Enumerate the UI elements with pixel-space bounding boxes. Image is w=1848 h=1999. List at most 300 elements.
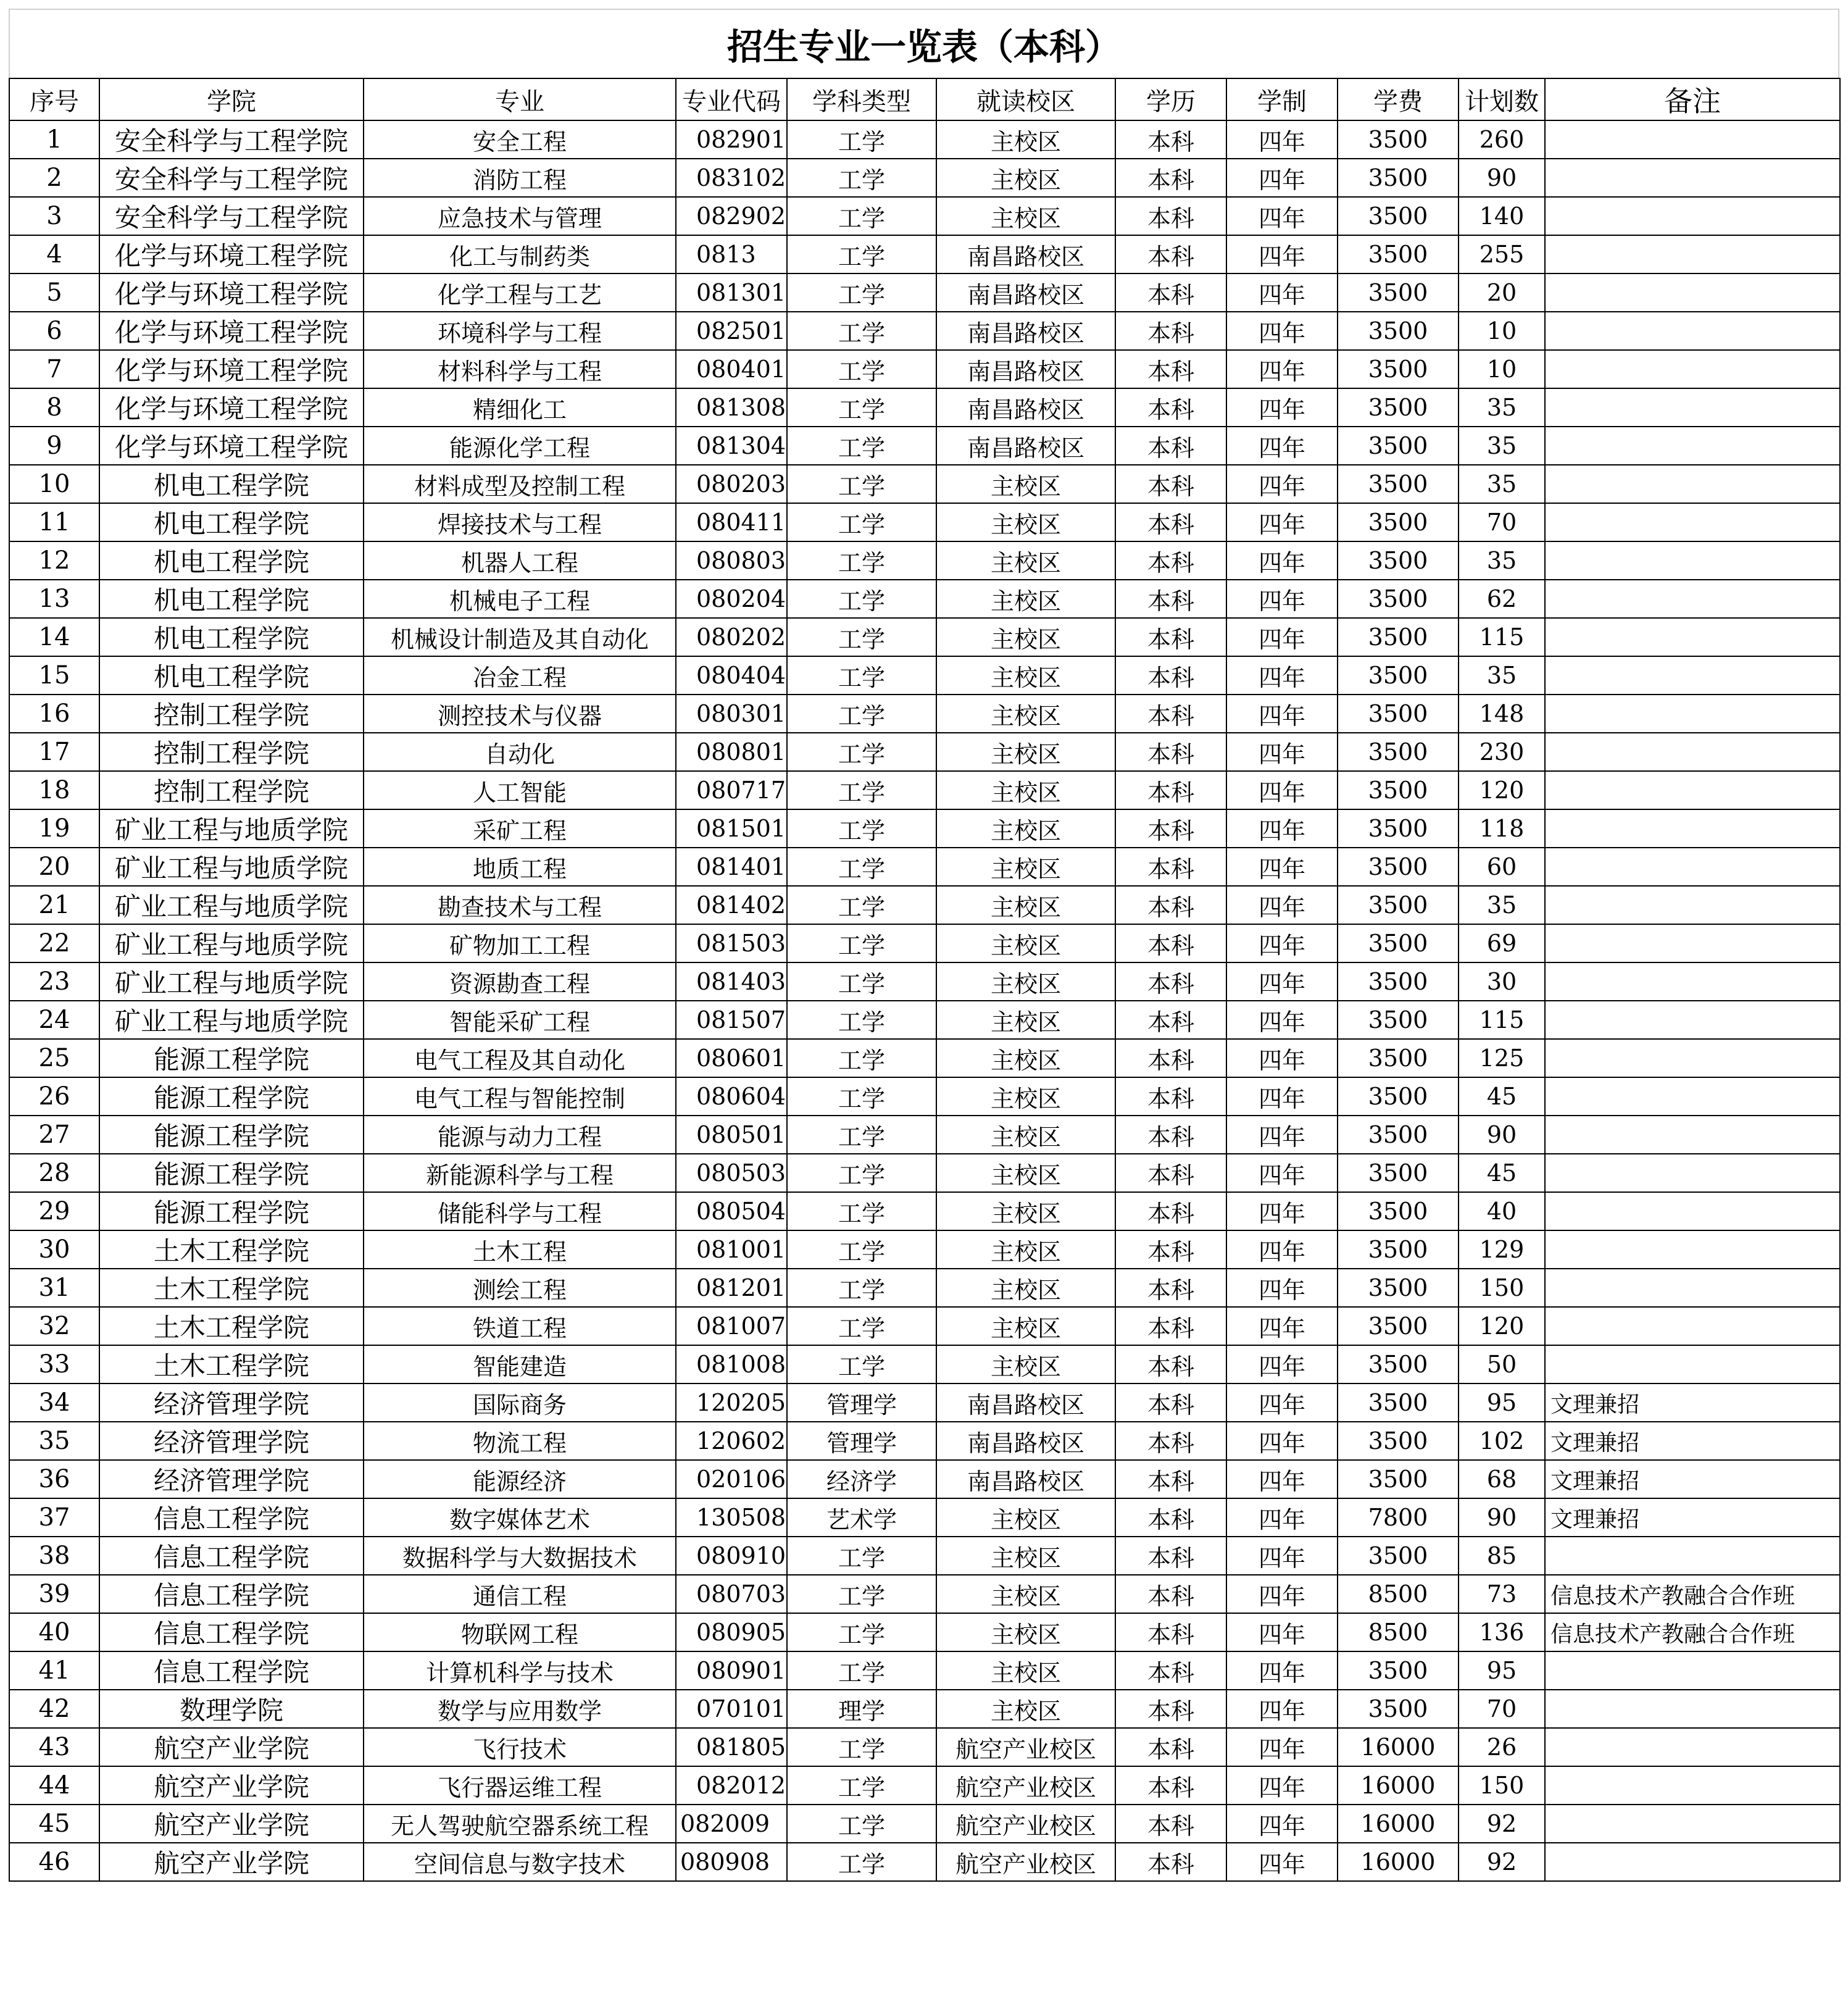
cell-degree: 本科 [1115, 848, 1226, 886]
cell-campus: 主校区 [936, 120, 1115, 159]
cell-duration: 四年 [1226, 962, 1338, 1001]
cell-degree: 本科 [1115, 1498, 1226, 1537]
cell-tuition: 3500 [1338, 1651, 1459, 1690]
cell-major-code: 081304 [676, 427, 787, 465]
cell-remark [1545, 886, 1840, 924]
cell-degree: 本科 [1115, 1843, 1226, 1881]
cell-campus: 南昌路校区 [936, 350, 1115, 388]
cell-major: 数学与应用数学 [364, 1690, 676, 1728]
cell-campus: 主校区 [936, 695, 1115, 733]
cell-plan-count: 62 [1459, 580, 1545, 618]
cell-discipline: 工学 [787, 197, 936, 235]
cell-college: 化学与环境工程学院 [99, 235, 364, 273]
cell-tuition: 3500 [1338, 848, 1459, 886]
table-row [9, 1651, 1840, 1690]
cell-duration: 四年 [1226, 1460, 1338, 1498]
cell-major-code: 081805 [676, 1728, 787, 1766]
cell-discipline: 工学 [787, 1843, 936, 1881]
cell-discipline: 工学 [787, 771, 936, 809]
cell-major: 电气工程及其自动化 [364, 1039, 676, 1077]
cell-campus: 主校区 [936, 1116, 1115, 1154]
cell-discipline: 工学 [787, 120, 936, 159]
cell-campus: 南昌路校区 [936, 273, 1115, 312]
cell-college: 能源工程学院 [99, 1077, 364, 1116]
cell-remark [1545, 733, 1840, 771]
cell-campus: 主校区 [936, 1230, 1115, 1269]
cell-campus: 南昌路校区 [936, 312, 1115, 350]
cell-duration: 四年 [1226, 120, 1338, 159]
cell-discipline: 工学 [787, 695, 936, 733]
cell-degree: 本科 [1115, 1651, 1226, 1690]
cell-college: 矿业工程与地质学院 [99, 1001, 364, 1039]
cell-major: 测绘工程 [364, 1269, 676, 1307]
cell-campus: 主校区 [936, 1039, 1115, 1077]
cell-tuition: 3500 [1338, 312, 1459, 350]
cell-tuition: 3500 [1338, 1269, 1459, 1307]
cell-major: 国际商务 [364, 1383, 676, 1422]
cell-duration: 四年 [1226, 1192, 1338, 1230]
cell-college: 矿业工程与地质学院 [99, 809, 364, 848]
cell-campus: 主校区 [936, 1345, 1115, 1383]
cell-college: 土木工程学院 [99, 1230, 364, 1269]
cell-seq: 6 [9, 312, 99, 350]
cell-duration: 四年 [1226, 1422, 1338, 1460]
cell-campus: 主校区 [936, 541, 1115, 580]
cell-remark [1545, 580, 1840, 618]
cell-remark [1545, 427, 1840, 465]
cell-major-code: 080204 [676, 580, 787, 618]
cell-major: 新能源科学与工程 [364, 1154, 676, 1192]
cell-major-code: 081001 [676, 1230, 787, 1269]
cell-discipline: 工学 [787, 427, 936, 465]
cell-major-code: 130508 [676, 1498, 787, 1537]
cell-seq: 38 [9, 1537, 99, 1575]
cell-plan-count: 95 [1459, 1383, 1545, 1422]
cell-degree: 本科 [1115, 656, 1226, 695]
cell-discipline: 工学 [787, 962, 936, 1001]
cell-college: 经济管理学院 [99, 1383, 364, 1422]
cell-duration: 四年 [1226, 235, 1338, 273]
cell-college: 控制工程学院 [99, 771, 364, 809]
table-row [9, 1039, 1840, 1077]
cell-discipline: 工学 [787, 1613, 936, 1651]
cell-college: 能源工程学院 [99, 1116, 364, 1154]
cell-campus: 主校区 [936, 159, 1115, 197]
enrollment-table [9, 78, 1841, 1882]
cell-duration: 四年 [1226, 312, 1338, 350]
cell-discipline: 工学 [787, 1116, 936, 1154]
table-row [9, 1843, 1840, 1881]
cell-seq: 28 [9, 1154, 99, 1192]
cell-tuition: 7800 [1338, 1498, 1459, 1537]
cell-tuition: 3500 [1338, 695, 1459, 733]
cell-major-code: 080905 [676, 1613, 787, 1651]
table-row [9, 1307, 1840, 1345]
cell-tuition: 3500 [1338, 1192, 1459, 1230]
cell-duration: 四年 [1226, 1001, 1338, 1039]
cell-degree: 本科 [1115, 733, 1226, 771]
cell-duration: 四年 [1226, 350, 1338, 388]
cell-campus: 主校区 [936, 1154, 1115, 1192]
cell-discipline: 管理学 [787, 1422, 936, 1460]
cell-discipline: 工学 [787, 924, 936, 962]
cell-major: 数据科学与大数据技术 [364, 1537, 676, 1575]
cell-degree: 本科 [1115, 197, 1226, 235]
cell-seq: 4 [9, 235, 99, 273]
cell-remark [1545, 541, 1840, 580]
table-row [9, 924, 1840, 962]
cell-degree: 本科 [1115, 350, 1226, 388]
cell-remark [1545, 465, 1840, 503]
cell-campus: 南昌路校区 [936, 1422, 1115, 1460]
cell-major-code: 081401 [676, 848, 787, 886]
cell-tuition: 8500 [1338, 1613, 1459, 1651]
cell-degree: 本科 [1115, 1422, 1226, 1460]
header-major: 专业 [364, 78, 676, 120]
cell-discipline: 工学 [787, 656, 936, 695]
cell-major-code: 080202 [676, 618, 787, 656]
cell-major: 物流工程 [364, 1422, 676, 1460]
cell-plan-count: 10 [1459, 350, 1545, 388]
cell-discipline: 工学 [787, 1728, 936, 1766]
cell-discipline: 工学 [787, 1805, 936, 1843]
cell-discipline: 工学 [787, 350, 936, 388]
cell-degree: 本科 [1115, 541, 1226, 580]
cell-tuition: 3500 [1338, 1230, 1459, 1269]
cell-major-code: 080717 [676, 771, 787, 809]
cell-college: 土木工程学院 [99, 1269, 364, 1307]
cell-plan-count: 118 [1459, 809, 1545, 848]
header-campus: 就读校区 [936, 78, 1115, 120]
cell-seq: 46 [9, 1843, 99, 1881]
cell-campus: 主校区 [936, 886, 1115, 924]
cell-discipline: 工学 [787, 733, 936, 771]
cell-major-code: 080504 [676, 1192, 787, 1230]
cell-major-code: 081201 [676, 1269, 787, 1307]
cell-major-code: 082009 [676, 1805, 787, 1843]
cell-duration: 四年 [1226, 618, 1338, 656]
cell-duration: 四年 [1226, 809, 1338, 848]
cell-duration: 四年 [1226, 1116, 1338, 1154]
cell-tuition: 3500 [1338, 541, 1459, 580]
cell-remark: 文理兼招 [1545, 1498, 1840, 1537]
cell-remark [1545, 809, 1840, 848]
cell-major: 地质工程 [364, 848, 676, 886]
cell-tuition: 16000 [1338, 1805, 1459, 1843]
cell-degree: 本科 [1115, 388, 1226, 427]
cell-discipline: 工学 [787, 1192, 936, 1230]
cell-major: 矿物加工工程 [364, 924, 676, 962]
table-row [9, 809, 1840, 848]
header-major-code: 专业代码 [676, 78, 787, 120]
cell-campus: 主校区 [936, 1537, 1115, 1575]
cell-discipline: 工学 [787, 886, 936, 924]
cell-remark [1545, 350, 1840, 388]
cell-campus: 主校区 [936, 1690, 1115, 1728]
cell-degree: 本科 [1115, 1728, 1226, 1766]
cell-remark [1545, 120, 1840, 159]
header-college: 学院 [99, 78, 364, 120]
cell-remark: 信息技术产教融合合作班 [1545, 1613, 1840, 1651]
cell-duration: 四年 [1226, 886, 1338, 924]
cell-plan-count: 95 [1459, 1651, 1545, 1690]
cell-tuition: 3500 [1338, 388, 1459, 427]
cell-major: 电气工程与智能控制 [364, 1077, 676, 1116]
cell-degree: 本科 [1115, 503, 1226, 541]
cell-campus: 主校区 [936, 503, 1115, 541]
cell-major-code: 080203 [676, 465, 787, 503]
cell-college: 安全科学与工程学院 [99, 159, 364, 197]
cell-discipline: 工学 [787, 809, 936, 848]
table-row [9, 1613, 1840, 1651]
cell-plan-count: 136 [1459, 1613, 1545, 1651]
cell-college: 机电工程学院 [99, 618, 364, 656]
cell-major: 化工与制药类 [364, 235, 676, 273]
page-title: 招生专业一览表（本科） [9, 9, 1839, 78]
cell-plan-count: 70 [1459, 503, 1545, 541]
table-row [9, 771, 1840, 809]
cell-seq: 17 [9, 733, 99, 771]
table-row [9, 1269, 1840, 1307]
cell-degree: 本科 [1115, 1230, 1226, 1269]
cell-seq: 12 [9, 541, 99, 580]
cell-degree: 本科 [1115, 1345, 1226, 1383]
cell-major-code: 081501 [676, 809, 787, 848]
cell-tuition: 3500 [1338, 350, 1459, 388]
cell-seq: 30 [9, 1230, 99, 1269]
cell-plan-count: 68 [1459, 1460, 1545, 1498]
cell-college: 能源工程学院 [99, 1192, 364, 1230]
cell-plan-count: 148 [1459, 695, 1545, 733]
cell-duration: 四年 [1226, 1613, 1338, 1651]
cell-tuition: 3500 [1338, 1383, 1459, 1422]
cell-college: 化学与环境工程学院 [99, 350, 364, 388]
cell-major: 焊接技术与工程 [364, 503, 676, 541]
table-row [9, 1690, 1840, 1728]
cell-plan-count: 90 [1459, 1116, 1545, 1154]
cell-tuition: 16000 [1338, 1728, 1459, 1766]
cell-major-code: 080301 [676, 695, 787, 733]
table-row [9, 427, 1840, 465]
cell-seq: 40 [9, 1613, 99, 1651]
cell-discipline: 工学 [787, 235, 936, 273]
cell-degree: 本科 [1115, 1269, 1226, 1307]
cell-seq: 39 [9, 1575, 99, 1613]
cell-major-code: 070101 [676, 1690, 787, 1728]
cell-degree: 本科 [1115, 1307, 1226, 1345]
cell-seq: 10 [9, 465, 99, 503]
cell-seq: 42 [9, 1690, 99, 1728]
table-row [9, 1001, 1840, 1039]
cell-major-code: 080703 [676, 1575, 787, 1613]
cell-major-code: 080411 [676, 503, 787, 541]
cell-discipline: 工学 [787, 1154, 936, 1192]
cell-degree: 本科 [1115, 618, 1226, 656]
cell-campus: 主校区 [936, 1575, 1115, 1613]
cell-remark [1545, 235, 1840, 273]
cell-major: 飞行器运维工程 [364, 1766, 676, 1805]
cell-campus: 主校区 [936, 1498, 1115, 1537]
cell-remark [1545, 1269, 1840, 1307]
table-row [9, 1805, 1840, 1843]
cell-tuition: 3500 [1338, 656, 1459, 695]
cell-college: 矿业工程与地质学院 [99, 848, 364, 886]
cell-seq: 13 [9, 580, 99, 618]
table-row [9, 1383, 1840, 1422]
cell-major: 储能科学与工程 [364, 1192, 676, 1230]
header-duration: 学制 [1226, 78, 1338, 120]
cell-remark [1545, 197, 1840, 235]
cell-duration: 四年 [1226, 503, 1338, 541]
cell-degree: 本科 [1115, 1537, 1226, 1575]
cell-plan-count: 120 [1459, 771, 1545, 809]
table-row [9, 235, 1840, 273]
cell-remark [1545, 1039, 1840, 1077]
cell-seq: 41 [9, 1651, 99, 1690]
cell-discipline: 工学 [787, 1651, 936, 1690]
cell-campus: 主校区 [936, 1001, 1115, 1039]
cell-major: 数字媒体艺术 [364, 1498, 676, 1537]
table-row [9, 465, 1840, 503]
cell-plan-count: 255 [1459, 235, 1545, 273]
cell-remark [1545, 273, 1840, 312]
cell-college: 控制工程学院 [99, 733, 364, 771]
cell-seq: 24 [9, 1001, 99, 1039]
cell-plan-count: 35 [1459, 541, 1545, 580]
cell-duration: 四年 [1226, 427, 1338, 465]
header-plan-count: 计划数 [1459, 78, 1545, 120]
cell-duration: 四年 [1226, 1039, 1338, 1077]
cell-college: 航空产业学院 [99, 1805, 364, 1843]
cell-major-code: 083102 [676, 159, 787, 197]
cell-seq: 25 [9, 1039, 99, 1077]
cell-discipline: 工学 [787, 541, 936, 580]
cell-remark [1545, 848, 1840, 886]
cell-degree: 本科 [1115, 273, 1226, 312]
cell-major: 空间信息与数字技术 [364, 1843, 676, 1881]
cell-plan-count: 260 [1459, 120, 1545, 159]
cell-duration: 四年 [1226, 1805, 1338, 1843]
cell-campus: 航空产业校区 [936, 1766, 1115, 1805]
cell-college: 化学与环境工程学院 [99, 388, 364, 427]
cell-duration: 四年 [1226, 848, 1338, 886]
table-row [9, 273, 1840, 312]
cell-remark [1545, 1345, 1840, 1383]
cell-college: 矿业工程与地质学院 [99, 886, 364, 924]
cell-tuition: 3500 [1338, 159, 1459, 197]
cell-major: 无人驾驶航空器系统工程 [364, 1805, 676, 1843]
cell-plan-count: 50 [1459, 1345, 1545, 1383]
cell-college: 航空产业学院 [99, 1728, 364, 1766]
cell-plan-count: 20 [1459, 273, 1545, 312]
cell-major-code: 080801 [676, 733, 787, 771]
cell-degree: 本科 [1115, 1460, 1226, 1498]
table-row [9, 1422, 1840, 1460]
cell-remark: 文理兼招 [1545, 1422, 1840, 1460]
cell-major: 铁道工程 [364, 1307, 676, 1345]
cell-degree: 本科 [1115, 1805, 1226, 1843]
cell-plan-count: 10 [1459, 312, 1545, 350]
cell-duration: 四年 [1226, 771, 1338, 809]
header-remark: 备注 [1545, 78, 1840, 120]
cell-major: 安全工程 [364, 120, 676, 159]
cell-major: 物联网工程 [364, 1613, 676, 1651]
cell-duration: 四年 [1226, 656, 1338, 695]
cell-discipline: 工学 [787, 618, 936, 656]
header-seq: 序号 [9, 78, 99, 120]
cell-tuition: 3500 [1338, 809, 1459, 848]
cell-major: 能源经济 [364, 1460, 676, 1498]
cell-degree: 本科 [1115, 886, 1226, 924]
cell-major-code: 020106 [676, 1460, 787, 1498]
cell-seq: 2 [9, 159, 99, 197]
cell-plan-count: 150 [1459, 1269, 1545, 1307]
cell-degree: 本科 [1115, 1575, 1226, 1613]
cell-college: 能源工程学院 [99, 1039, 364, 1077]
cell-tuition: 3500 [1338, 465, 1459, 503]
cell-duration: 四年 [1226, 1230, 1338, 1269]
cell-campus: 主校区 [936, 1077, 1115, 1116]
cell-seq: 7 [9, 350, 99, 388]
cell-remark [1545, 503, 1840, 541]
cell-tuition: 3500 [1338, 235, 1459, 273]
cell-remark [1545, 1230, 1840, 1269]
cell-plan-count: 35 [1459, 388, 1545, 427]
cell-major-code: 081301 [676, 273, 787, 312]
cell-tuition: 3500 [1338, 733, 1459, 771]
table-row [9, 197, 1840, 235]
cell-college: 土木工程学院 [99, 1307, 364, 1345]
cell-seq: 21 [9, 886, 99, 924]
cell-tuition: 3500 [1338, 1537, 1459, 1575]
cell-major: 化学工程与工艺 [364, 273, 676, 312]
cell-campus: 主校区 [936, 733, 1115, 771]
table-row [9, 962, 1840, 1001]
cell-major: 冶金工程 [364, 656, 676, 695]
cell-plan-count: 230 [1459, 733, 1545, 771]
cell-discipline: 工学 [787, 1345, 936, 1383]
cell-remark [1545, 1805, 1840, 1843]
cell-tuition: 3500 [1338, 120, 1459, 159]
cell-seq: 43 [9, 1728, 99, 1766]
table-row [9, 1230, 1840, 1269]
cell-duration: 四年 [1226, 1651, 1338, 1690]
cell-seq: 8 [9, 388, 99, 427]
cell-major-code: 080803 [676, 541, 787, 580]
cell-plan-count: 115 [1459, 1001, 1545, 1039]
cell-tuition: 3500 [1338, 924, 1459, 962]
cell-tuition: 3500 [1338, 1345, 1459, 1383]
cell-college: 信息工程学院 [99, 1575, 364, 1613]
cell-campus: 航空产业校区 [936, 1728, 1115, 1766]
cell-discipline: 工学 [787, 312, 936, 350]
cell-campus: 主校区 [936, 1269, 1115, 1307]
cell-seq: 16 [9, 695, 99, 733]
cell-major: 采矿工程 [364, 809, 676, 848]
cell-campus: 航空产业校区 [936, 1805, 1115, 1843]
cell-remark [1545, 656, 1840, 695]
cell-tuition: 3500 [1338, 580, 1459, 618]
cell-major-code: 081308 [676, 388, 787, 427]
cell-college: 控制工程学院 [99, 695, 364, 733]
cell-discipline: 工学 [787, 580, 936, 618]
cell-major-code: 082902 [676, 197, 787, 235]
cell-major-code: 080910 [676, 1537, 787, 1575]
cell-major-code: 081403 [676, 962, 787, 1001]
cell-seq: 5 [9, 273, 99, 312]
cell-seq: 29 [9, 1192, 99, 1230]
cell-tuition: 3500 [1338, 427, 1459, 465]
